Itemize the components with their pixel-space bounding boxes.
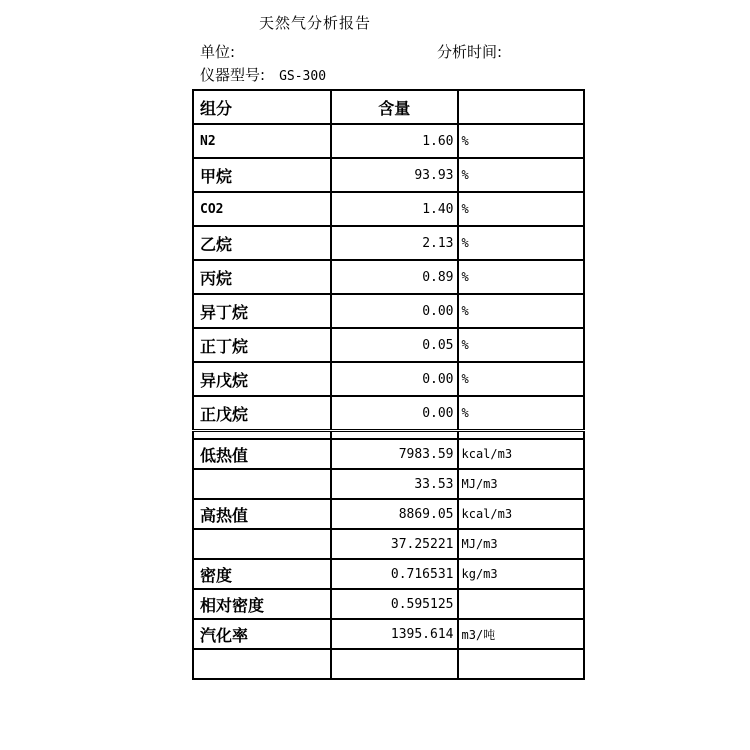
header-component: 组分 bbox=[193, 90, 331, 124]
component-value: 1.40 bbox=[331, 192, 458, 226]
property-value: 37.25221 bbox=[331, 529, 458, 559]
property-unit bbox=[458, 589, 585, 619]
property-value: 1395.614 bbox=[331, 619, 458, 649]
property-name bbox=[193, 529, 331, 559]
table-row bbox=[193, 649, 584, 679]
table-row bbox=[193, 362, 584, 396]
component-unit: % bbox=[458, 362, 585, 396]
property-value: 0.716531 bbox=[331, 559, 458, 589]
unit-label: 单位: bbox=[200, 43, 236, 61]
component-unit: % bbox=[458, 328, 585, 362]
table-row bbox=[193, 226, 584, 260]
property-name bbox=[193, 649, 331, 679]
property-name: 低热值 bbox=[193, 439, 331, 469]
component-value: 0.89 bbox=[331, 260, 458, 294]
table-row bbox=[193, 559, 584, 589]
property-name: 汽化率 bbox=[193, 619, 331, 649]
table-row bbox=[193, 192, 584, 226]
table-header-row bbox=[193, 90, 584, 124]
property-name: 相对密度 bbox=[193, 589, 331, 619]
component-name: 异戊烷 bbox=[193, 362, 331, 396]
component-value: 93.93 bbox=[331, 158, 458, 192]
component-value: 0.00 bbox=[331, 294, 458, 328]
component-name: 异丁烷 bbox=[193, 294, 331, 328]
component-name: 正丁烷 bbox=[193, 328, 331, 362]
header-content: 含量 bbox=[331, 90, 458, 124]
report-title: 天然气分析报告 bbox=[259, 14, 372, 32]
property-value: 0.595125 bbox=[331, 589, 458, 619]
property-value bbox=[331, 649, 458, 679]
property-name bbox=[193, 469, 331, 499]
property-name: 高热值 bbox=[193, 499, 331, 529]
table-row bbox=[193, 294, 584, 328]
table-row bbox=[193, 529, 584, 559]
component-unit: % bbox=[458, 294, 585, 328]
component-value: 1.60 bbox=[331, 124, 458, 158]
table-row bbox=[193, 499, 584, 529]
table-row bbox=[193, 328, 584, 362]
component-unit: % bbox=[458, 124, 585, 158]
property-unit: kcal/m3 bbox=[458, 499, 585, 529]
component-value: 2.13 bbox=[331, 226, 458, 260]
component-unit: % bbox=[458, 260, 585, 294]
analysis-table bbox=[192, 89, 585, 680]
property-unit: kg/m3 bbox=[458, 559, 585, 589]
component-value: 0.00 bbox=[331, 362, 458, 396]
component-unit: % bbox=[458, 226, 585, 260]
table-row bbox=[193, 396, 584, 431]
property-unit: MJ/m3 bbox=[458, 469, 585, 499]
component-unit: % bbox=[458, 396, 585, 431]
component-name: 甲烷 bbox=[193, 158, 331, 192]
property-value: 7983.59 bbox=[331, 439, 458, 469]
property-unit: MJ/m3 bbox=[458, 529, 585, 559]
analysis-time-label: 分析时间: bbox=[437, 43, 503, 61]
component-name: CO2 bbox=[193, 192, 331, 226]
component-name: 正戊烷 bbox=[193, 396, 331, 431]
table-row bbox=[193, 469, 584, 499]
header-unit bbox=[458, 90, 585, 124]
table-row bbox=[193, 589, 584, 619]
component-value: 0.00 bbox=[331, 396, 458, 431]
property-unit: m3/吨 bbox=[458, 619, 585, 649]
component-name: N2 bbox=[193, 124, 331, 158]
table-row bbox=[193, 124, 584, 158]
instrument-model: GS-300 bbox=[279, 69, 327, 84]
property-unit bbox=[458, 649, 585, 679]
component-unit: % bbox=[458, 158, 585, 192]
component-name: 丙烷 bbox=[193, 260, 331, 294]
table-row bbox=[193, 619, 584, 649]
component-unit: % bbox=[458, 192, 585, 226]
table-divider bbox=[193, 431, 584, 440]
property-value: 8869.05 bbox=[331, 499, 458, 529]
table-row bbox=[193, 439, 584, 469]
component-name: 乙烷 bbox=[193, 226, 331, 260]
table-row bbox=[193, 158, 584, 192]
component-value: 0.05 bbox=[331, 328, 458, 362]
instrument-line bbox=[200, 64, 326, 85]
property-name: 密度 bbox=[193, 559, 331, 589]
property-value: 33.53 bbox=[331, 469, 458, 499]
table-row bbox=[193, 260, 584, 294]
instrument-label: 仪器型号: bbox=[200, 66, 266, 84]
property-unit: kcal/m3 bbox=[458, 439, 585, 469]
